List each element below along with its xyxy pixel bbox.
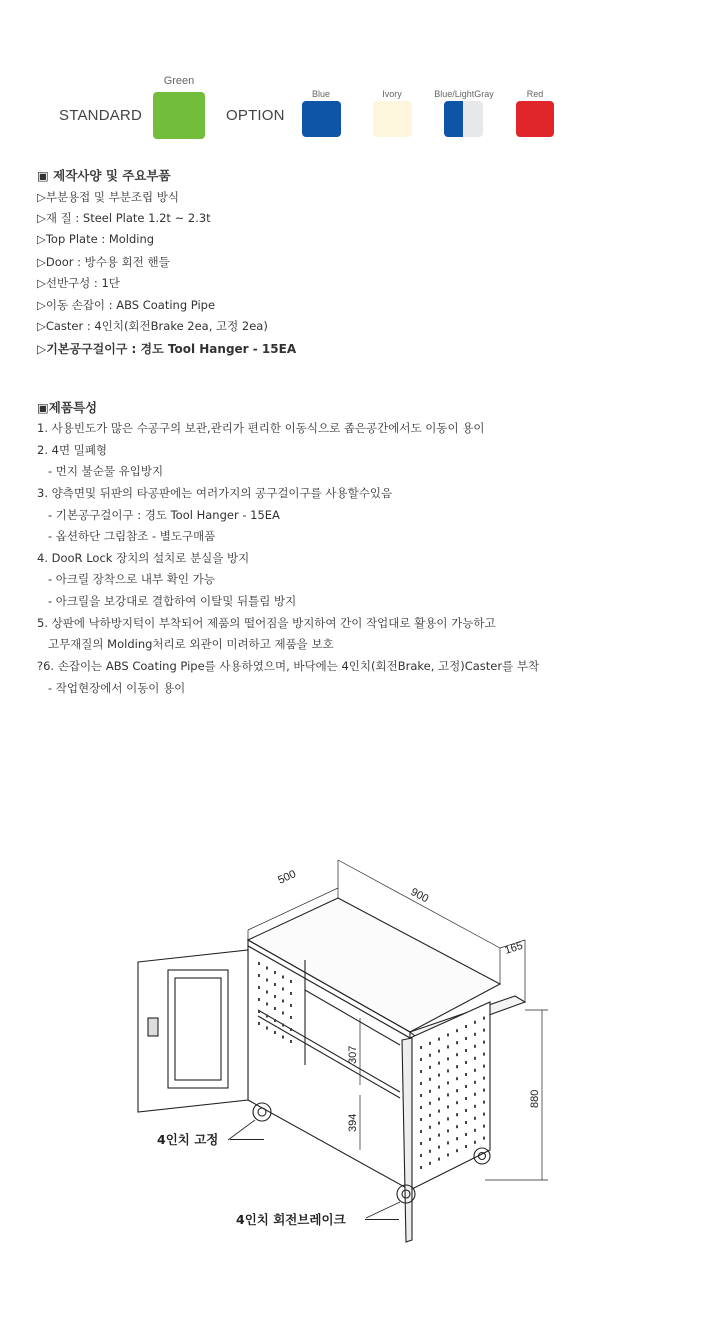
perforation-hole bbox=[465, 1061, 467, 1064]
perforation-hole bbox=[483, 1041, 485, 1044]
perforation-hole bbox=[447, 1057, 449, 1060]
perforation-hole bbox=[420, 1166, 422, 1169]
spec-item: ▷재 질 : Steel Plate 1.2t ~ 2.3t bbox=[37, 211, 211, 225]
perforation-hole bbox=[429, 1150, 431, 1153]
swatch-caption-red: Red bbox=[526, 89, 544, 99]
perforation-hole bbox=[456, 1125, 458, 1128]
perforation-hole bbox=[290, 1016, 292, 1019]
perforation-hole bbox=[438, 1038, 440, 1041]
perforation-hole bbox=[465, 1121, 467, 1124]
perforation-hole bbox=[474, 1021, 476, 1024]
perforation-hole bbox=[258, 1022, 260, 1025]
perforation-hole bbox=[447, 1093, 449, 1096]
callout-fixed-line bbox=[230, 1139, 264, 1140]
perforation-hole bbox=[290, 980, 292, 983]
perforation-hole bbox=[483, 1077, 485, 1080]
perforation-hole bbox=[420, 1046, 422, 1049]
perforation-hole bbox=[465, 1025, 467, 1028]
perforation-hole bbox=[274, 1007, 276, 1010]
perforation-hole bbox=[474, 1093, 476, 1096]
dim-depth: 500 bbox=[276, 868, 298, 887]
perforation-hole bbox=[474, 1129, 476, 1132]
callout-brake-line bbox=[365, 1219, 399, 1220]
perforation-hole bbox=[465, 1097, 467, 1100]
perforation-hole bbox=[274, 983, 276, 986]
perforation-hole bbox=[266, 979, 268, 982]
perforation-hole bbox=[266, 967, 268, 970]
swatch-caption-blue-lightgray: Blue/LightGray bbox=[434, 89, 494, 99]
perforation-hole bbox=[429, 1090, 431, 1093]
perforation-hole bbox=[429, 1078, 431, 1081]
door-window bbox=[168, 970, 228, 1088]
dim-height: 880 bbox=[529, 1089, 541, 1108]
perforation-hole bbox=[438, 1074, 440, 1077]
perforation-hole bbox=[465, 1037, 467, 1040]
perforation-hole bbox=[474, 1045, 476, 1048]
perforation-hole bbox=[456, 1041, 458, 1044]
feature-line: - 옵션하단 그림참조 - 별도구매품 bbox=[37, 529, 216, 543]
perforation-hole bbox=[258, 974, 260, 977]
perforation-hole bbox=[438, 1086, 440, 1089]
swatch-caption-blue: Blue bbox=[311, 89, 330, 99]
perforation-hole bbox=[274, 971, 276, 974]
perforation-hole bbox=[474, 1069, 476, 1072]
perforation-hole bbox=[258, 998, 260, 1001]
perforation-hole bbox=[456, 1113, 458, 1116]
perforation-hole bbox=[483, 1101, 485, 1104]
option-label: OPTION bbox=[226, 107, 285, 124]
dim-shelf-lower: 394 bbox=[347, 1113, 359, 1132]
spec-item: ▷부분용접 및 부분조립 방식 bbox=[37, 190, 180, 204]
callout-brake-caster: 4인치 회전브레이크 bbox=[236, 1212, 346, 1227]
perforation-hole bbox=[456, 1101, 458, 1104]
perforation-hole bbox=[420, 1154, 422, 1157]
color-swatch-red[interactable] bbox=[516, 101, 554, 137]
perforation-hole bbox=[465, 1145, 467, 1148]
tool-cart-drawing bbox=[130, 850, 570, 1250]
perforation-hole bbox=[438, 1146, 440, 1149]
spec-item: ▷Top Plate : Molding bbox=[37, 232, 155, 246]
perforation-hole bbox=[456, 1089, 458, 1092]
perforation-hole bbox=[447, 1045, 449, 1048]
spec-item-bold: ▷기본공구걸이구 : 경도 Tool Hanger - 15EA bbox=[37, 342, 297, 356]
standard-label: STANDARD bbox=[59, 107, 142, 124]
spec-item: ▷Door : 방수용 회전 핸들 bbox=[37, 255, 170, 269]
perforation-hole bbox=[266, 1003, 268, 1006]
perforation-hole bbox=[465, 1109, 467, 1112]
perforation-hole bbox=[447, 1153, 449, 1156]
perforation-hole bbox=[429, 1054, 431, 1057]
feature-line: ?6. 손잡이는 ABS Coating Pipe를 사용하였으며, 바닥에는 4인치(회전Brake, 고정)Caster를 부착 bbox=[37, 659, 540, 673]
perforation-hole bbox=[483, 1017, 485, 1020]
perforation-hole bbox=[456, 1065, 458, 1068]
perforation-hole bbox=[420, 1070, 422, 1073]
dim-top-lip: 165 bbox=[503, 939, 525, 957]
perforation-hole bbox=[420, 1142, 422, 1145]
perforation-hole bbox=[290, 992, 292, 995]
feature-line: - 아크릴 장착으로 내부 확인 가능 bbox=[37, 572, 215, 586]
perforation-hole bbox=[420, 1106, 422, 1109]
perforation-hole bbox=[456, 1053, 458, 1056]
feature-line: 4. DooR Lock 장치의 설치로 분실을 방지 bbox=[37, 551, 250, 565]
perforation-hole bbox=[266, 1027, 268, 1030]
perforation-hole bbox=[474, 1117, 476, 1120]
perforation-hole bbox=[438, 1158, 440, 1161]
perforation-hole bbox=[483, 1113, 485, 1116]
perforation-hole bbox=[429, 1102, 431, 1105]
perforation-hole bbox=[290, 1040, 292, 1043]
perforation-hole bbox=[447, 1129, 449, 1132]
perforation-hole bbox=[447, 1033, 449, 1036]
dim-shelf-upper: 307 bbox=[347, 1045, 359, 1064]
perforation-hole bbox=[483, 1065, 485, 1068]
perforation-hole bbox=[266, 991, 268, 994]
door-handle bbox=[148, 1018, 158, 1036]
perforation-hole bbox=[483, 1125, 485, 1128]
color-swatch-blue-lightgray[interactable] bbox=[444, 101, 483, 137]
perforation-hole bbox=[274, 995, 276, 998]
perforation-hole bbox=[438, 1098, 440, 1101]
perforation-hole bbox=[483, 1053, 485, 1056]
swatch-caption-ivory: Ivory bbox=[382, 89, 402, 99]
perforation-hole bbox=[438, 1062, 440, 1065]
perforation-hole bbox=[420, 1058, 422, 1061]
perforation-hole bbox=[282, 976, 284, 979]
perforation-hole bbox=[258, 986, 260, 989]
feature-line: - 기본공구걸이구 : 경도 Tool Hanger - 15EA bbox=[37, 508, 280, 522]
perforation-hole bbox=[456, 1077, 458, 1080]
perforation-hole bbox=[447, 1117, 449, 1120]
feature-line: - 먼지 불순물 유입방지 bbox=[37, 464, 164, 478]
perforation-hole bbox=[474, 1033, 476, 1036]
perforation-hole bbox=[282, 1036, 284, 1039]
perforation-hole bbox=[483, 1137, 485, 1140]
perforation-hole bbox=[429, 1126, 431, 1129]
cart-right-door bbox=[402, 1038, 412, 1242]
perforation-hole bbox=[274, 1019, 276, 1022]
perforation-hole bbox=[474, 1105, 476, 1108]
perforation-hole bbox=[282, 1024, 284, 1027]
perforation-hole bbox=[266, 1015, 268, 1018]
perforation-hole bbox=[483, 1089, 485, 1092]
specs-title: ▣ 제작사양 및 주요부품 bbox=[37, 168, 171, 183]
perforation-hole bbox=[282, 1000, 284, 1003]
perforation-hole bbox=[290, 1028, 292, 1031]
spec-item: ▷Caster : 4인치(회전Brake 2ea, 고정 2ea) bbox=[37, 319, 268, 333]
perforation-hole bbox=[282, 988, 284, 991]
perforation-hole bbox=[465, 1133, 467, 1136]
perforation-hole bbox=[429, 1162, 431, 1165]
perforation-hole bbox=[274, 1031, 276, 1034]
perforation-hole bbox=[290, 1004, 292, 1007]
perforation-hole bbox=[420, 1094, 422, 1097]
perforation-hole bbox=[465, 1085, 467, 1088]
color-swatch-blue[interactable] bbox=[302, 101, 341, 137]
perforation-hole bbox=[447, 1081, 449, 1084]
spec-item: ▷선반구성 : 1단 bbox=[37, 276, 120, 290]
perforation-hole bbox=[420, 1118, 422, 1121]
feature-line: - 아크릴을 보강대로 결합하여 이탈및 뒤틀림 방지 bbox=[37, 594, 297, 608]
perforation-hole bbox=[429, 1138, 431, 1141]
feature-line: 2. 4면 밀폐형 bbox=[37, 443, 108, 457]
perforation-hole bbox=[258, 1010, 260, 1013]
spec-item: ▷이동 손잡이 : ABS Coating Pipe bbox=[37, 298, 216, 312]
perforation-hole bbox=[447, 1105, 449, 1108]
perforation-hole bbox=[429, 1066, 431, 1069]
perforation-hole bbox=[447, 1069, 449, 1072]
perforation-hole bbox=[258, 962, 260, 965]
swatch-caption-green: Green bbox=[163, 75, 195, 87]
dim-width: 900 bbox=[408, 886, 431, 906]
perforation-hole bbox=[465, 1073, 467, 1076]
perforation-hole bbox=[429, 1114, 431, 1117]
perforation-hole bbox=[438, 1050, 440, 1053]
perforation-hole bbox=[465, 1049, 467, 1052]
perforation-hole bbox=[447, 1141, 449, 1144]
perforation-hole bbox=[483, 1029, 485, 1032]
perforation-hole bbox=[282, 1012, 284, 1015]
feature-line: 1. 사용빈도가 많은 수공구의 보관,관리가 편리한 이동식으로 좁은공간에서도 이동이 용이 bbox=[37, 421, 485, 435]
color-swatch-green[interactable] bbox=[153, 92, 205, 139]
feature-line: - 작업현장에서 이동이 용이 bbox=[37, 681, 186, 695]
color-swatch-ivory[interactable] bbox=[373, 101, 412, 137]
perforation-hole bbox=[420, 1082, 422, 1085]
perforation-hole bbox=[438, 1122, 440, 1125]
perforation-hole bbox=[420, 1130, 422, 1133]
perforation-hole bbox=[429, 1042, 431, 1045]
perforation-hole bbox=[438, 1134, 440, 1137]
perforation-hole bbox=[456, 1029, 458, 1032]
perforation-hole bbox=[456, 1149, 458, 1152]
perforation-hole bbox=[474, 1081, 476, 1084]
perforation-hole bbox=[474, 1141, 476, 1144]
features-title: ▣제품특성 bbox=[37, 400, 98, 415]
perforation-hole bbox=[456, 1137, 458, 1140]
perforation-hole bbox=[474, 1057, 476, 1060]
feature-line: 고무재질의 Molding처리로 외관이 미려하고 제품을 보호 bbox=[37, 637, 334, 651]
feature-line: 3. 양측면및 뒤판의 타공판에는 여러가지의 공구걸이구를 사용할수있음 bbox=[37, 486, 393, 500]
callout-fixed-caster: 4인치 고정 bbox=[157, 1132, 219, 1147]
perforation-hole bbox=[438, 1110, 440, 1113]
feature-line: 5. 상판에 낙하방지턱이 부착되어 제품의 떨어짐을 방지하여 간이 작업대로 활용이 가능하고 bbox=[37, 616, 496, 630]
